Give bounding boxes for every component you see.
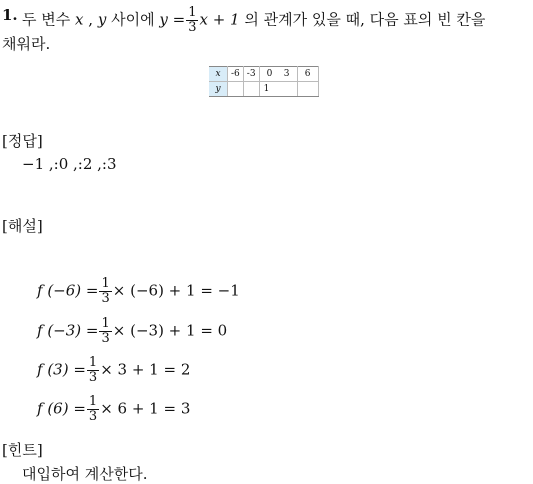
equation-lhs: f (−3) =: [37, 321, 99, 340]
equation-rhs: × (−6) + 1 = −1: [112, 281, 240, 300]
equation-rhs: × 3 + 1 = 2: [100, 360, 191, 379]
table-cell: [228, 82, 244, 97]
hint-text: 대입하여 계산한다.: [22, 465, 148, 483]
table-cell: [259, 82, 297, 97]
table-cell: [259, 67, 297, 82]
fraction-denominator: 3: [101, 291, 110, 306]
equation-fraction: [87, 395, 99, 424]
table-cell-value: 0: [266, 69, 273, 79]
table-cell: 6: [297, 67, 318, 82]
table-cell-value: 1: [263, 84, 270, 94]
fraction-numerator: 1: [101, 316, 110, 331]
answer-label: [정답]: [2, 132, 43, 150]
table-cell-value: 3: [283, 69, 290, 79]
fraction-denominator: 3: [88, 409, 98, 424]
equation-lhs: f (3) =: [37, 360, 86, 379]
equation-line: [37, 356, 190, 385]
fraction-numerator: 1: [101, 276, 110, 291]
table-cell: [297, 82, 318, 97]
table-cell: y: [209, 82, 228, 97]
table-row-x: [209, 67, 318, 82]
equation-lhs: f (6) =: [37, 399, 86, 418]
table-cell: -3: [243, 67, 259, 82]
equation-line: [37, 395, 190, 424]
answer-text: −1 ,:0 ,:2 ,:3: [22, 155, 117, 173]
equation-lhs: f (−6) =: [37, 281, 99, 300]
problem-text-line2: 채워라.: [2, 35, 51, 53]
table-cell: x: [209, 67, 228, 82]
value-table: [209, 66, 319, 97]
problem-prefix: 두 변수: [22, 10, 71, 29]
var-y: y: [97, 10, 107, 29]
comma: ,: [88, 10, 94, 29]
problem-number: 1.: [2, 6, 18, 24]
fraction-numerator: 1: [88, 355, 98, 370]
equation-lhs: y =: [159, 10, 186, 29]
table-cell: -6: [228, 67, 244, 82]
equation-rhs: x + 1: [199, 10, 240, 29]
equation-line: [37, 317, 227, 346]
problem-suffix: 의 관계가 있을 때, 다음 표의 빈 칸을: [244, 10, 486, 29]
problem-mid: 사이에: [111, 10, 155, 29]
fraction-numerator: 1: [188, 5, 197, 20]
equation-fraction: [87, 356, 99, 385]
var-x: x: [75, 10, 84, 29]
equation-fraction: [99, 277, 111, 306]
table-row-y: [209, 82, 318, 97]
explanation-label: [해설]: [2, 217, 43, 235]
equation-line: [37, 277, 240, 306]
equation-rhs: × (−3) + 1 = 0: [112, 321, 228, 340]
fraction-numerator: 1: [88, 394, 98, 409]
hint-label: [힌트]: [2, 441, 43, 459]
equation-fraction: [186, 6, 198, 35]
fraction-denominator: 3: [88, 370, 98, 385]
equation-rhs: × 6 + 1 = 3: [100, 399, 191, 418]
fraction-denominator: 3: [188, 20, 197, 35]
table-cell: [243, 82, 259, 97]
fraction-denominator: 3: [101, 331, 110, 346]
problem-text-line1: [22, 6, 485, 35]
equation-fraction: [99, 317, 111, 346]
